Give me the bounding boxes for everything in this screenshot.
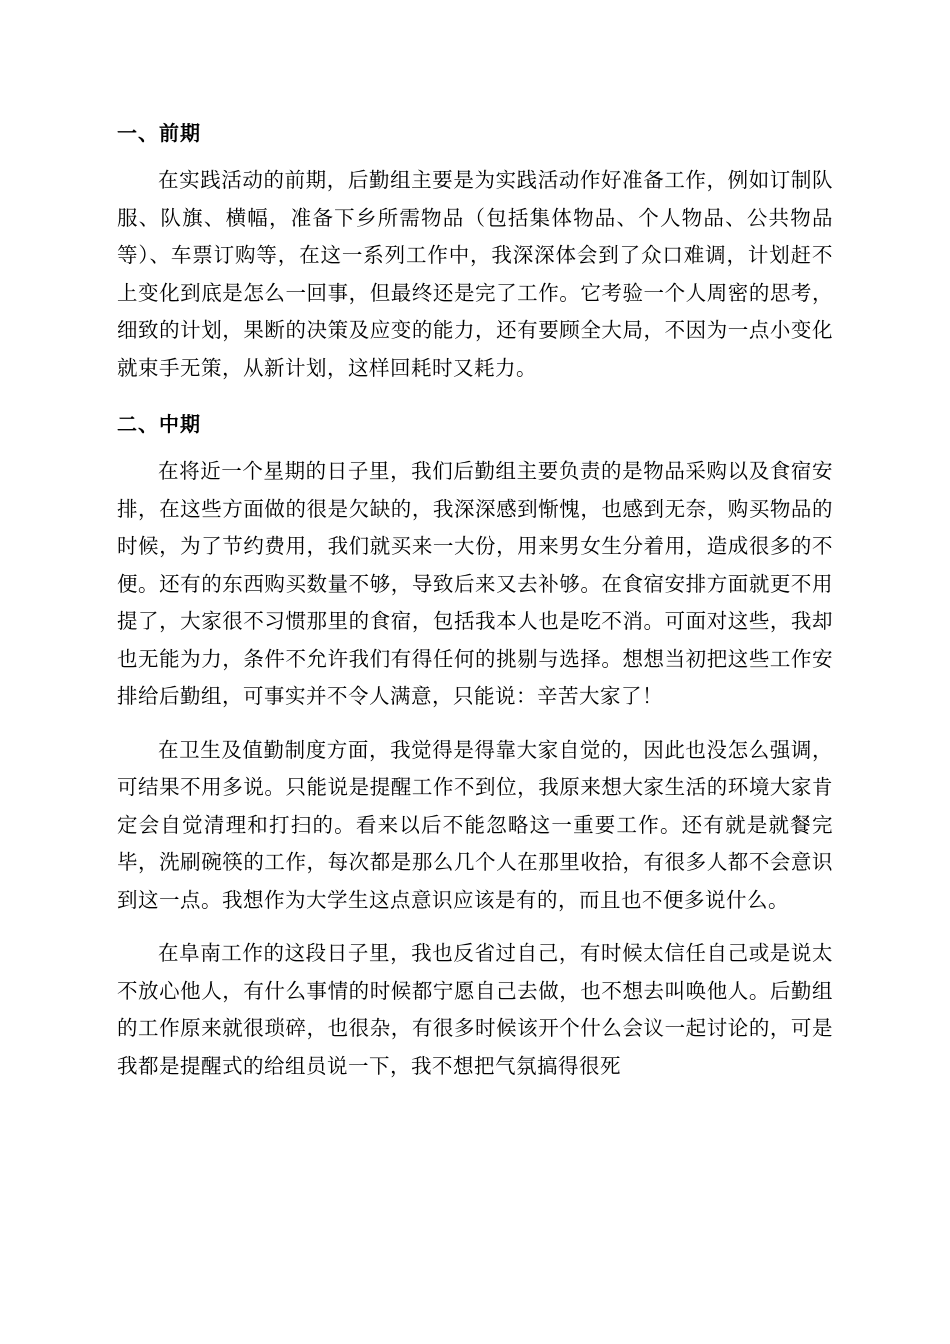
section-heading-early: 一、前期 [117, 121, 201, 145]
paragraph: 在阜南工作的这段日子里，我也反省过自己，有时候太信任自己或是说太不放心他人，有什么事情的时候都宁愿自己去做，也不想去叫唤他人。后勤组的工作原来就很琐碎，也很杂，有很多时候该开个什么会议一起讨论的，可是我都是提醒式的给组员说一下，我不想把气氛搞得很死 [117, 941, 833, 1078]
document-page [117, 108, 833, 1101]
section-heading-middle: 二、中期 [117, 412, 201, 436]
paragraph: 在卫生及值勤制度方面，我觉得是得靠大家自觉的，因此也没怎么强调，可结果不用多说。只能说是提醒工作不到位，我原来想大家生活的环境大家肯定会自觉清理和打扫的。看来以后不能忽略这一重要工作。还有就是就餐完毕，洗刷碗筷的工作，每次都是那么几个人在那里收拾，有很多人都不会意识到这一点。我想作为大学生这点意识应该是有的，而且也不便多说什么。 [117, 737, 833, 912]
paragraph: 在将近一个星期的日子里，我们后勤组主要负责的是物品采购以及食宿安排，在这些方面做的很是欠缺的，我深深感到惭愧，也感到无奈，购买物品的时候，为了节约费用，我们就买来一大份，用来男女生分着用，造成很多的不便。还有的东西购买数量不够，导致后来又去补够。在食宿安排方面就更不用提了，大家很不习惯那里的食宿，包括我本人也是吃不消。可面对这些，我却也无能为力，条件不允许我们有得任何的挑剔与选择。想想当初把这些工作安排给后勤组，可事实并不令人满意，只能说：辛苦大家了！ [117, 459, 833, 708]
paragraph: 在实践活动的前期，后勤组主要是为实践活动作好准备工作，例如订制队服、队旗、横幅，准备下乡所需物品（包括集体物品、个人物品、公共物品等）、车票订购等，在这一系列工作中，我深深体会到了众口难调，计划赶不上变化到底是怎么一回事，但最终还是完了工作。它考验一个人周密的思考，细致的计划，果断的决策及应变的能力，还有要顾全大局，不因为一点小变化就束手无策，从新计划，这样回耗时又耗力。 [117, 168, 833, 380]
